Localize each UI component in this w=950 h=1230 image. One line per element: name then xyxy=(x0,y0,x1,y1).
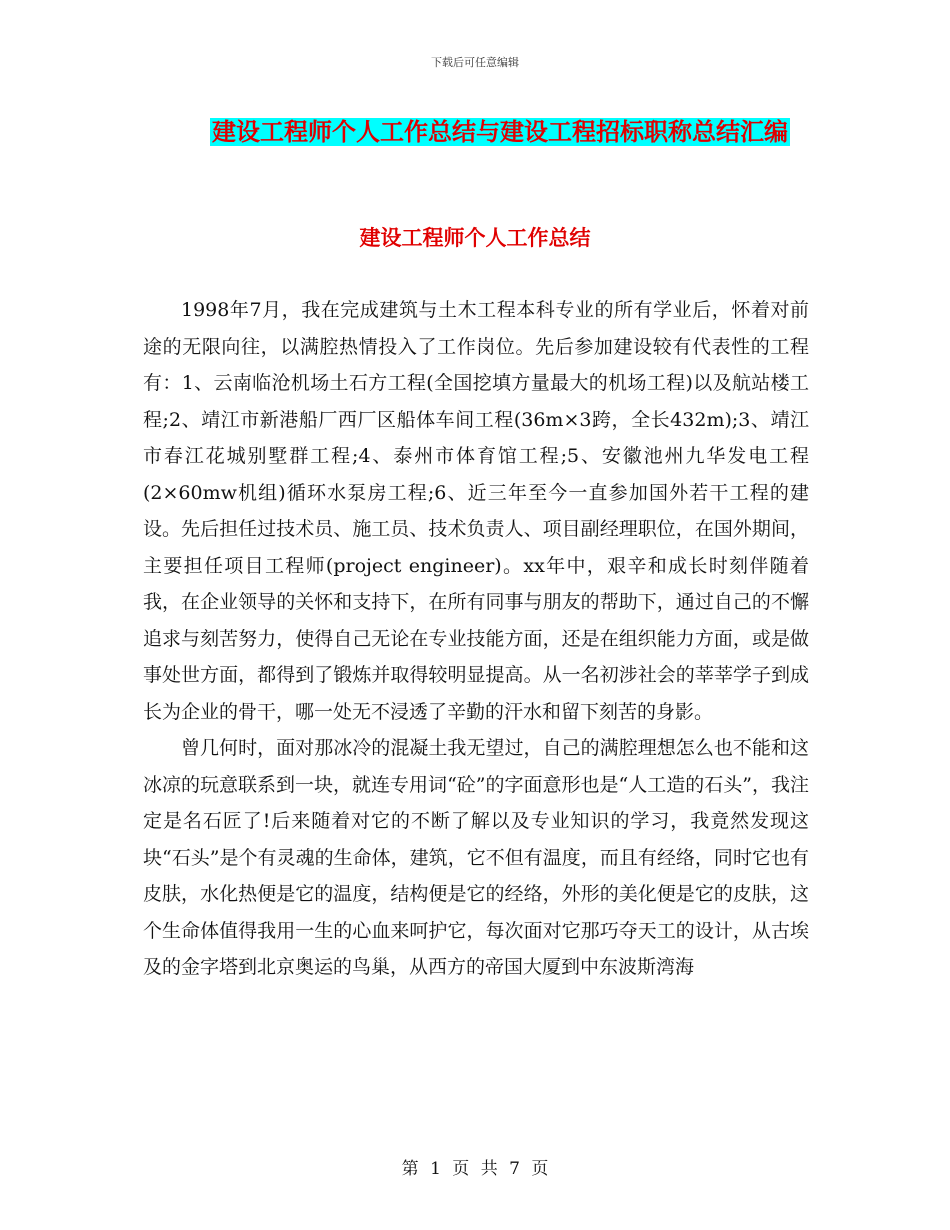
page-footer xyxy=(0,1154,950,1179)
footer-page-word: 页 xyxy=(531,1159,549,1179)
paragraph: 曾几何时，面对那冰冷的混凝土我无望过，自己的满腔理想怎么也不能和这冰凉的玩意联系到一块，就连专用词“砼”的字面意形也是“人工造的石头”，我注定是名石匠了!后来随着对它的不断了解以及专业知识的学习，我竟然发现这块“石头”是个有灵魂的生命体，建筑，它不但有温度，而且有经络，同时它也有皮肤，水化热便是它的温度，结构便是它的经络，外形的美化便是它的皮肤，这个生命体值得我用一生的心血来呵护它，每次面对它那巧夺天工的设计，从古埃及的金字塔到北京奥运的鸟巢，从西方的帝国大厦到中东波斯湾海 xyxy=(143,737,809,978)
footer-total-pages: 7 xyxy=(509,1159,520,1179)
section-heading: 建设工程师个人工作总结 xyxy=(359,226,591,250)
footer-page-word: 页 xyxy=(452,1159,470,1179)
body-text xyxy=(143,292,809,986)
paragraph: 1998年7月，我在完成建筑与土木工程本科专业的所有学业后，怀着对前途的无限向往，以满腔热情投入了工作岗位。先后参加建设较有代表性的工程有：1、云南临沧机场土石方工程(全国挖填方量最大的机场工程)以及航站楼工程;2、靖江市新港船厂西厂区船体车间工程(36m×3跨，全长432m);3、靖江市春江花城别墅群工程;4、泰州市体育馆工程;5、安徽池州九华发电工程(2×60mw机组)循环水泵房工程;6、近三年至今一直参加国外若干工程的建设。先后担任过技术员、施工员、技术负责人、项目副经理职位，在国外期间，主要担任项目工程师(project engineer)。xx年中，艰辛和成长时刻伴随着我，在企业领导的关怀和支持下，在所有同事与朋友的帮助下，通过自己的不懈追求与刻苦努力，使得自己无论在专业技能方面，还是在组织能力方面，或是做事处世方面，都得到了锻炼并取得较明显提高。从一名初涉社会的莘莘学子到成长为企业的骨干，哪一处无不浸透了辛勤的汗水和留下刻苦的身影。 xyxy=(143,299,809,723)
footer-current-page: 1 xyxy=(430,1159,441,1179)
footer-page-word: 第 xyxy=(401,1159,419,1179)
document-title xyxy=(190,110,810,154)
page-header-note: 下载后可任意编辑 xyxy=(431,56,519,69)
footer-total-word: 共 xyxy=(480,1159,498,1179)
document-title-text: 建设工程师个人工作总结与建设工程招标职称总结汇编 xyxy=(212,118,788,146)
